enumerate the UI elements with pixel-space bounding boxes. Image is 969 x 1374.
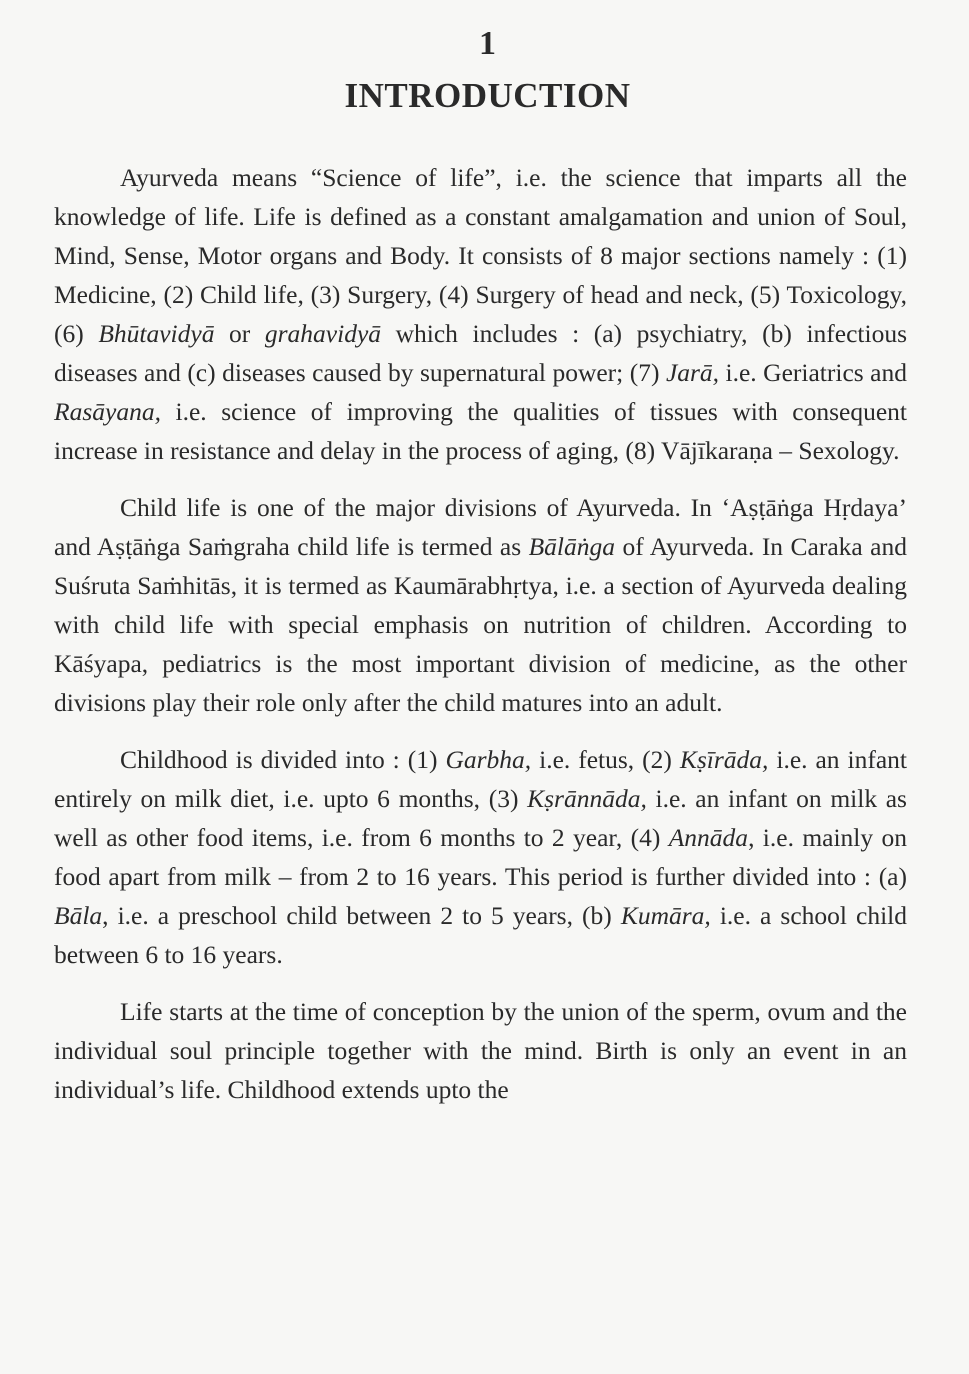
italic-term: Garbha, — [445, 745, 532, 774]
italic-term: Kṣīrāda, — [679, 745, 769, 774]
italic-term: Bālāṅga — [528, 532, 616, 561]
text-run: i.e. fetus, (2) — [531, 745, 680, 774]
text-run: Ayurveda means “Science of life”, i.e. the science that imparts all the knowledge of life. Life is defined as a constant amalgamation and union of Soul, Mind, Sense, Motor organs and Body. It consists of 8 major sections namely : (1) Medicine, (2) Child life, (3) Surgery, (4) Surgery of head and neck, (5) Toxicology, (6) — [54, 163, 907, 348]
paragraph-2 — [54, 488, 907, 722]
text-run: Life starts at the time of conception by the union of the sperm, ovum and the individual soul principle together with the mind. Birth is only an event in an individual’s life. Childhood extends upto the — [54, 997, 907, 1104]
italic-term: Kṣrānnāda, — [527, 784, 647, 813]
text-run: , i.e. a preschool child between 2 to 5 years, (b) — [102, 901, 621, 930]
italic-term: Bhūtavidyā — [98, 319, 215, 348]
italic-term: Annāda — [668, 823, 749, 852]
text-run: which includes : (a) psychiatry, (b) infectious diseases and (c) diseases caused by supernatural power; (7) — [54, 319, 908, 387]
chapter-number: 1 — [479, 25, 496, 62]
text-run: i.e. an infant entirely on milk diet, i.e. upto 6 months, (3) — [54, 745, 907, 813]
italic-term: Bāla — [54, 901, 103, 930]
text-run: i.e. science of improving the qualities of tissues with consequent increase in resistance and delay in the process of aging, (8) Vājīkaraṇa – Sexology. — [54, 397, 907, 465]
text-run: , i.e. mainly on food apart from milk – from 2 to 16 years. This period is further divided into : (a) — [54, 823, 907, 891]
text-run: Child life is one of the major divisions of Ayurveda. In ‘Aṣṭāṅga Hṛdaya’ and Aṣṭāṅga Saṁgraha child life is termed as — [54, 493, 907, 561]
paragraph-1 — [54, 158, 907, 470]
text-run: i.e. Geriatrics and — [719, 358, 907, 387]
text-run: i.e. a school child between 6 to 16 years. — [54, 901, 907, 969]
paragraph-3 — [54, 740, 907, 974]
paragraph-4 — [54, 992, 907, 1109]
italic-term: Kumāra, — [620, 901, 711, 930]
text-run: i.e. an infant on milk as well as other food items, i.e. from 6 months to 2 year, (4) — [54, 784, 907, 852]
italic-term: grahavidyā — [264, 319, 382, 348]
text-run: of Ayurveda. In Caraka and Suśruta Saṁhitās, it is termed as Kaumārabhṛtya, i.e. a section of Ayurveda dealing with child life with special emphasis on nutrition of children. According to Kāśyapa, pediatrics is the most important division of medicine, as the other divisions play their role only after the child matures into an adult. — [54, 532, 907, 717]
chapter-title: INTRODUCTION — [344, 76, 631, 115]
italic-term: Rasāyana, — [54, 397, 161, 426]
text-run: Childhood is divided into : (1) — [120, 745, 446, 774]
text-run: or — [214, 319, 265, 348]
italic-term: Jarā, — [665, 358, 720, 387]
